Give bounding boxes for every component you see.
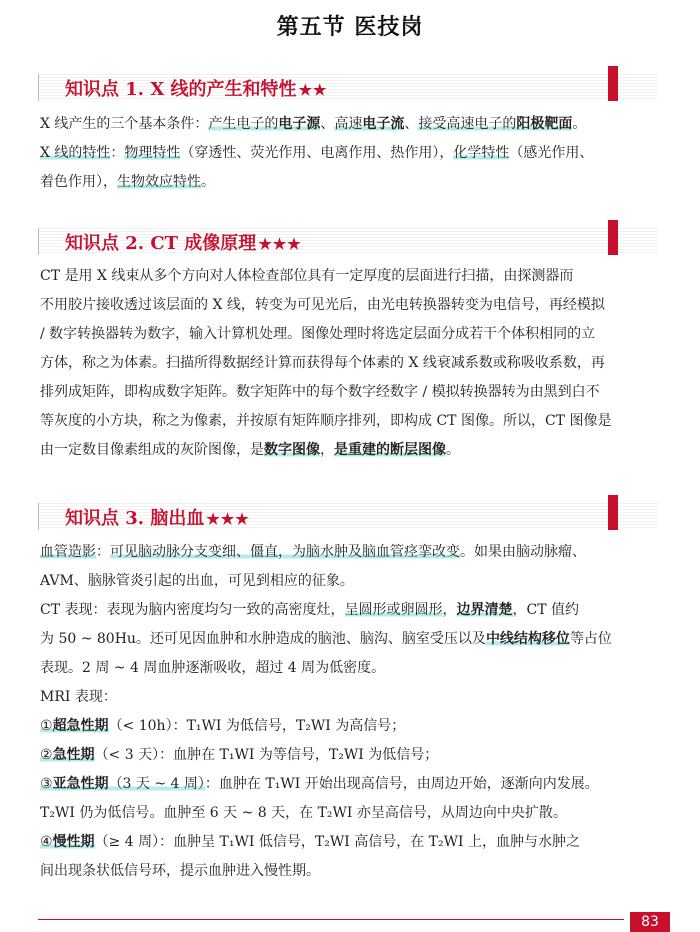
kp1-header xyxy=(38,74,658,101)
page-title: 第五节 医技岗 xyxy=(276,15,424,40)
kp3-red-bar xyxy=(608,495,618,530)
kp2-header xyxy=(38,228,658,255)
kp3-stage-4: ④慢性期（≥ 4 周）：血肿呈 T₁WI 低信号，T₂WI 高信号，在 T₂WI 上，血肿与水肿之 xyxy=(40,834,580,850)
kp3-stage-1: ①超急性期（< 10h）：T₁WI 为低信号，T₂WI 为高信号； xyxy=(40,718,406,734)
kp3-title: 知识点 3. 脑出血 xyxy=(65,508,205,529)
kp3-stage-3-cont: T₂WI 仍为低信号。血肿至 6 天 ~ 8 天，在 T₂WI 亦呈高信号，从周边向中央扩散。 xyxy=(40,805,567,821)
kp1-stars: ★★ xyxy=(298,81,328,99)
kp3-stage-3: ③亚急性期（3 天 ~ 4 周）：血肿在 T₁WI 开始出现高信号，由周边开始，逐渐向内发展。 xyxy=(40,776,599,792)
kp1-red-bar xyxy=(608,66,618,101)
kp3-stars: ★★★ xyxy=(206,510,250,528)
kp2-line-2: 不用胶片接收透过该层面的 X 线，转变为可见光后，由光电转换器转变为电信号，再经模拟 xyxy=(40,297,605,313)
kp3-angio-line-2: AVM、脑脉管炎引起的出血，可见到相应的征象。 xyxy=(40,573,354,589)
kp2-line-5: 排列成矩阵，即构成数字矩阵。数字矩阵中的每个数字经数字 / 模拟转换器转为由黑到白不 xyxy=(40,384,600,400)
kp2-body xyxy=(40,262,664,465)
kp2-title: 知识点 2. CT 成像原理 xyxy=(65,233,257,254)
kp3-stage-2: ②急性期（< 3 天）：血肿在 T₁WI 为等信号，T₂WI 为低信号； xyxy=(40,747,439,763)
kp1-line-3: 着色作用），生物效应特性。 xyxy=(40,174,215,190)
page-number: 83 xyxy=(630,912,670,932)
kp3-angio-line-1: 血管造影：可见脑动脉分支变细、僵直，为脑水肿及脑血管痉挛改变。如果由脑动脉瘤、 xyxy=(40,544,586,560)
kp3-ct-line-2: 为 50 ~ 80Hu。还可见因血肿和水肿造成的脑池、脑沟、脑室受压以及中线结构移位等占位 xyxy=(40,631,612,647)
kp1-line-1: X 线产生的三个基本条件：产生电子的电子源、高速电子流、接受高速电子的阳极靶面。 xyxy=(40,116,587,132)
kp2-line-4: 方体，称之为体素。扫描所得数据经计算而获得每个体素的 X 线衰减系数或称吸收系数，再 xyxy=(40,355,605,371)
kp3-ct-line-1: CT 表现：表现为脑内密度均匀一致的高密度灶，呈圆形或卵圆形，边界清楚，CT 值约 xyxy=(40,602,579,618)
kp3-body xyxy=(40,538,664,886)
kp2-line-1: CT 是用 X 线束从多个方向对人体检查部位具有一定厚度的层面进行扫描，由探测器而 xyxy=(40,268,574,284)
kp2-stars: ★★★ xyxy=(258,235,302,253)
kp3-ct-line-3: 表现。2 周 ~ 4 周血肿逐渐吸收，超过 4 周为低密度。 xyxy=(40,660,386,676)
kp3-header xyxy=(38,503,658,530)
kp1-line-2: X 线的特性：物理特性（穿透性、荧光作用、电离作用、热作用），化学特性（感光作用、 xyxy=(40,145,594,161)
kp2-red-bar xyxy=(608,220,618,255)
kp3-stage-4-cont: 间出现条状低信号环，提示血肿进入慢性期。 xyxy=(40,863,320,879)
kp2-line-7: 由一定数目像素组成的灰阶图像，是数字图像，是重建的断层图像。 xyxy=(40,442,460,458)
kp2-line-6: 等灰度的小方块，称之为像素，并按原有矩阵顺序排列，即构成 CT 图像。所以，CT 图像是 xyxy=(40,413,612,429)
kp3-mri-heading: MRI 表现： xyxy=(40,689,117,705)
footer-rule xyxy=(38,919,624,920)
kp2-line-3: / 数字转换器转为数字，输入计算机处理。图像处理时将选定层面分成若干个体积相同的立 xyxy=(40,326,596,342)
kp1-body xyxy=(40,110,664,197)
kp1-title: 知识点 1. X 线的产生和特性 xyxy=(65,79,297,100)
